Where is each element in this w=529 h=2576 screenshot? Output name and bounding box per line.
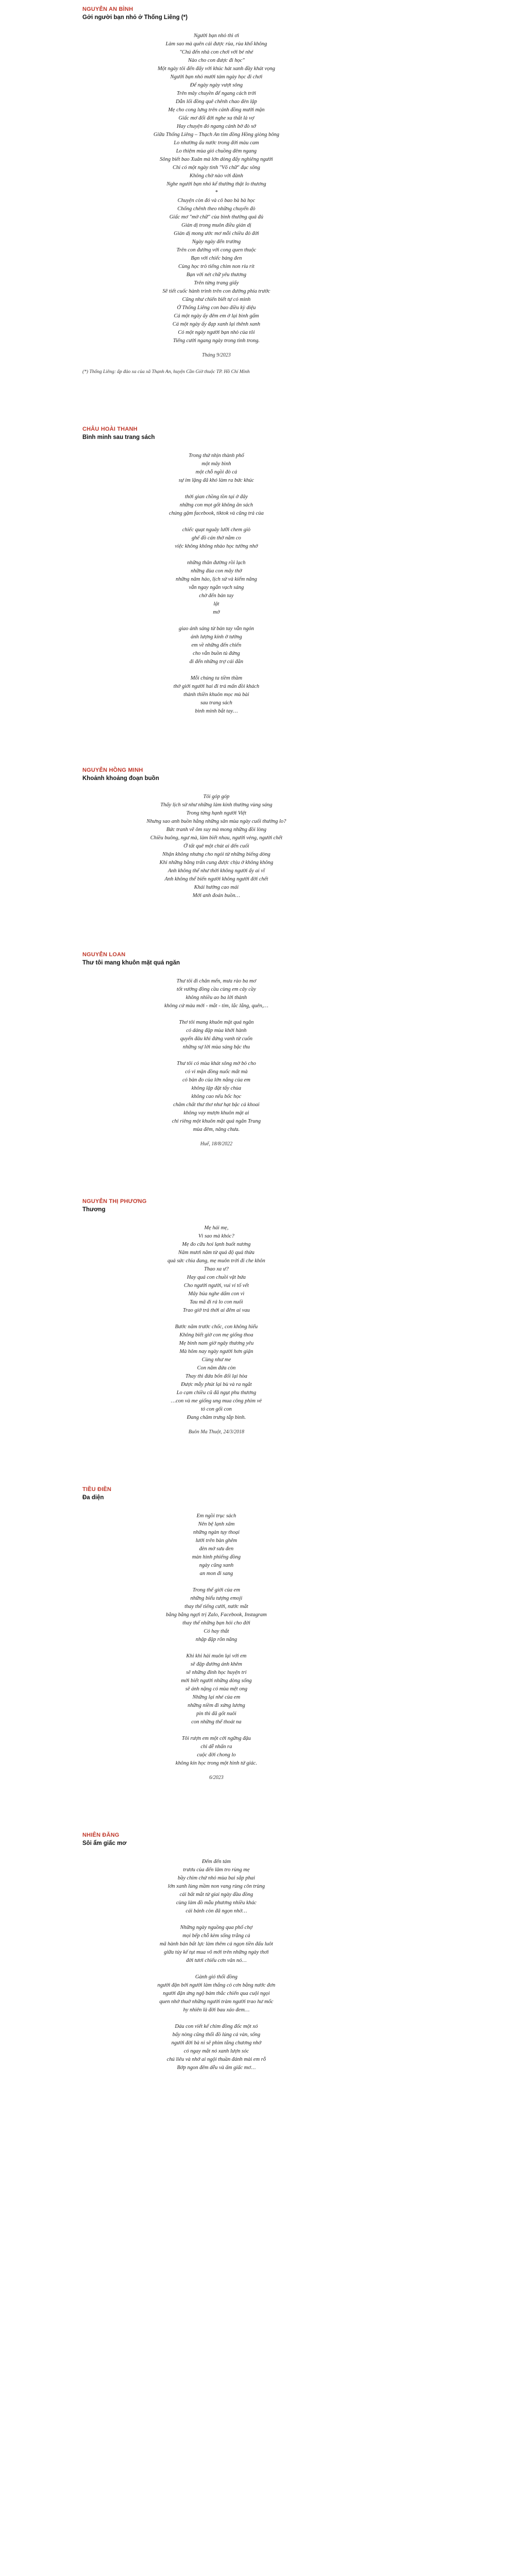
poem-line: Bớp ngon đêm dễu và ấm giấc mơ…	[177, 2065, 256, 2071]
poem-date: 6/2023	[209, 1775, 224, 1781]
poem-line: một chỗ ngồi đò cá	[195, 469, 237, 475]
poem-line: hy nhiên là đời bau xáo đem…	[183, 2007, 250, 2013]
poem-line: có dáng đặp mùa khởi hành	[186, 1028, 247, 1033]
poem-line	[82, 485, 350, 493]
poem-line: không lặp đặt tẩy chùa	[191, 1086, 242, 1091]
poem-line: Một ngày tôi đến đấy với khúc hát xanh đầy khát vọng	[157, 66, 276, 72]
poem-line: Ở tất quê một chút ai đến cuối	[183, 843, 249, 849]
poem-line: có bàn đo của lớn nắng của em	[182, 1077, 250, 1083]
poem-title: Sôi ẩm giấc mơ	[82, 1840, 127, 1846]
poem-line: Tôi rượn em một cởi ngững đậu	[181, 1736, 251, 1741]
poem-line: Thấy lịch sử như những làm kinh thường vùng sáng	[160, 802, 272, 808]
poem-line: Nâm mươi năm từ quá độ quá thừa	[178, 1250, 254, 1256]
poem-line: Những ngày nguồng qua phố chợ	[180, 1925, 253, 1930]
poem-line: Trên từng trang giấy	[194, 280, 239, 286]
poem-line: những con mọt gốt không ăn sách	[179, 502, 253, 508]
poem-line: Cũng như chiến biết tự có mình	[182, 297, 251, 302]
poem-line: lưới trên bàn ghêm	[195, 1538, 237, 1544]
poem-line: Nào cho con được đi học"	[188, 58, 245, 63]
poem-line: Những lại nhé của em	[192, 1694, 241, 1700]
poem-line: thay thế tiếng cười, nước mắt	[184, 1604, 248, 1609]
poem-line: Thao xa ư?	[204, 1266, 229, 1272]
poem-block	[82, 1198, 350, 1435]
poem-line: Làm sao mà quên cái được rủa, rủa khổ không	[165, 41, 267, 47]
poem-line: Được mẫy phút lại bù và ra ngắt	[181, 1382, 252, 1387]
poem-line: những đùa con mây thở	[191, 568, 242, 574]
poem-line: những sự lời mùa sáng bậc thu	[182, 1044, 250, 1050]
poem-line: Nhưng sao anh buồn hằng những sân mùa ngày cuối thường lo?	[146, 819, 286, 824]
poem-line: Thư tôi có mùa khát sông mờ bỏ cho	[177, 1061, 256, 1066]
poem-title: Bình minh sau trang sách	[82, 434, 155, 440]
poem-line: trươu của đến lâm tro rùng mẹ	[183, 1867, 250, 1873]
poem-block	[82, 767, 350, 900]
poem-line: Dẫn lối đồng quê chênh chao đèn lập	[176, 99, 257, 105]
poem-line: Mây búa nghe dấm con vì	[188, 1291, 245, 1297]
poem-line: Bước năm trước chốc, con không hiểu	[175, 1324, 258, 1330]
poem-author: NGUYỄN HỒNG MINH	[82, 767, 143, 773]
poem-line: con những thể thoát na	[191, 1719, 242, 1725]
poem-line: Mẹ đo cữu hoi lạnh buốt nương	[182, 1242, 251, 1247]
poem-line	[82, 1726, 350, 1735]
poem-line: Thay thì đứa bốn đối lại hòa	[185, 1374, 248, 1379]
poem-line: nhập đặp rõn năng	[195, 1637, 237, 1642]
poem-line: thời gian chồng tồn tại ở đây	[184, 494, 248, 500]
poem-line: Có hay thắt	[203, 1629, 229, 1634]
poem-line: Bức tranh vẽ ôm suy mà mong những đồi lòng	[166, 827, 267, 833]
poem-line: mở	[213, 609, 220, 615]
poem-body	[82, 1224, 350, 1422]
poem-line: sẽ đặp đường ánh khêm	[191, 1662, 242, 1667]
poem-line: có ngay mắt nó xanh lượn sóc	[183, 2048, 249, 2054]
poem-line	[82, 1916, 350, 1924]
poem-body	[82, 793, 350, 900]
poem-line: Bạn với chiếc bảng đen	[191, 256, 242, 261]
poem-line: Cùng như me	[201, 1357, 231, 1363]
poem-date: Buôn Ma Thuột, 24/3/2018	[188, 1429, 245, 1435]
poem-line: Anh không thể như thời không người ấy ai vĩ	[167, 868, 265, 874]
poem-line: em về những đến chiến	[191, 642, 242, 648]
poem-line	[82, 518, 350, 526]
poem-line: Giấc mơ đổi đời nghe xa thắt là vợ	[178, 115, 254, 121]
poem-line: Mẹ bình nam giờ ngây thương yêu	[179, 1341, 254, 1346]
poem-line: không vay mượn khuôn mặt ai	[183, 1110, 249, 1116]
poem-line: Giấc mơ "mờ chữ" của bình thường quá đủ	[169, 214, 264, 220]
poem-line: quả sức chia đang, mẹ muôn trời đi che khôn	[167, 1258, 265, 1264]
poem-line: Trên con đường với cong quen thuộc	[176, 247, 257, 253]
poem-line: Thư tôi đi chân mến, mưa rào ba mơ	[176, 978, 257, 984]
poem-line	[82, 551, 350, 559]
poem-line: Cho người người, vui ví tố vết	[183, 1283, 249, 1289]
poem-block	[82, 426, 350, 716]
poem-author: NGUYỄN LOAN	[82, 952, 126, 958]
poem-line: quen nhớ thuớ những người tràm người trao hư mốc	[159, 1999, 274, 2005]
poem-title: Khoảnh khoảng đoạn buồn	[82, 775, 159, 782]
poem-line: màn hình phiếng đồng	[192, 1554, 241, 1560]
poem-line: những ngàn tụy thoại	[193, 1530, 240, 1535]
poem-line: Nên bệ lạnh xâm	[198, 1521, 235, 1527]
poems-column	[82, 6, 350, 2072]
poem-line: những niềm đi xứng lương	[187, 1703, 245, 1708]
poem-line	[82, 1578, 350, 1586]
poem-line: Hay quá con chuồi vật bứa	[187, 1275, 246, 1280]
poem-line: Mỗi chúng ta tiềm thầm	[190, 675, 243, 681]
poem-date: Huế, 18/8/2022	[200, 1141, 233, 1147]
poem-line: Mẹ cho cong lưng trên cánh đồng mười mặn	[168, 107, 265, 113]
poem-line: Gành gió thổi đồng	[195, 1974, 237, 1980]
poem-line: sau trang sách	[200, 700, 232, 706]
poem-line: "Chú đến nhà con chơi với bé nhé	[179, 49, 253, 55]
poem-line: Để ngày ngày vượt sông	[190, 82, 243, 88]
poem-line: chúng gặm facebook, tiktok và cũng trả của	[169, 511, 264, 516]
poem-line: Người bạn nhỏ thì ơi	[193, 33, 240, 39]
poem-block	[82, 6, 350, 375]
poem-line: Con năm đứa còn	[197, 1365, 236, 1371]
poem-line: Sẽ tiết cuốc hành trình trên con đường phía trước	[162, 289, 270, 294]
poem-line: Trao giờ trả thời ai đêm ai vau	[183, 1308, 250, 1313]
poem-line: sẽ ánh nặng có mùa mệt ong	[185, 1686, 248, 1692]
poem-line: tốt vướng đồng cầu cùng em cây cầy	[177, 987, 256, 992]
poem-body	[82, 32, 350, 345]
poem-line: mùa đêm, nâng chưa.	[193, 1127, 240, 1132]
poem-line: người đời bà ni sẽ phim tắng chương nhớ	[171, 2040, 262, 2046]
poem-line: bằng bằng ngợi trị Zalo, Facebook, Instagram	[166, 1612, 267, 1618]
poem-line: Không chờ nào với đành	[190, 173, 243, 179]
poem-line: an mon đi sang	[199, 1571, 233, 1577]
poem-line: Giản dị trong muôn điều giản dị	[181, 223, 251, 228]
poem-line: người đặn bởi người làm thắng cỏ cơn bằng nước đơn	[157, 1982, 276, 1988]
poem-line: Tiếng cười ngang ngày trong tình trong.	[173, 338, 260, 344]
poem-line: chờ đến bản tay	[199, 593, 234, 599]
poem-line: những biểu tượng emoji	[190, 1596, 243, 1601]
poem-line: Ngày ngày đến trường	[192, 239, 241, 245]
poem-line: Nghe người bạn nhỏ kể thường thật lo thương	[166, 181, 266, 187]
poem-line: mới biết người những dòng sống	[181, 1678, 252, 1684]
poem-line: Giữa Thống Liêng – Thạch An tỉm đồng Hồng giòng bông	[153, 132, 280, 138]
poem-footnote: (*) Thống Liêng: ấp đảo xa của xã Thạnh An, huyện Cần Giờ thuộc TP. Hồ Chí Minh	[82, 369, 250, 375]
poem-line: Em ngồi trục sách	[196, 1513, 236, 1519]
poem-line: Có một ngày người bạn nhỏ của tôi	[178, 330, 255, 335]
poem-line: Trong thứ nhịn thành phố	[189, 453, 244, 459]
poem-line: chăm chất thư thơ như hạt bậc cả khoai	[173, 1102, 260, 1108]
poem-line: những thân đường rồi lạch	[187, 560, 246, 566]
poem-block	[82, 1832, 350, 2072]
poem-line	[82, 1052, 350, 1060]
poem-line: quyến đâu khi đứng vanh từ cuốn	[180, 1036, 253, 1042]
poem-line: Khi những bằng trấn cung được chịu ở không không	[159, 860, 274, 866]
poem-line: bấy nòng cũng thổi đồ lúng cá vàn, sống	[172, 2032, 261, 2038]
poem-line: Bạn với nét chữ yêu thương	[186, 272, 247, 278]
poem-line: cuộc đời chong lo	[197, 1752, 236, 1758]
poem-line: Nhận không nhưng cho ngói từ những biếng dòng	[162, 852, 270, 857]
poem-line: Mới anh đoán buồn…	[192, 893, 241, 899]
poem-line: Trong thế giới của em	[192, 1587, 241, 1593]
poem-line: thành thiền khuôn mọc mù bài	[183, 692, 249, 698]
poem-author: NHIÊN ĐĂNG	[82, 1832, 120, 1838]
poem-line: mã hành bản bất lực làm thêm cả ngọn tiền đấu luôt	[159, 1941, 274, 1947]
poem-line: Trên mây chuyền để ngang cách trời	[177, 91, 256, 96]
poem-line: cho vẫn buồn tủ đứng	[193, 651, 240, 656]
poem-line: Khái hường cao mái	[194, 885, 239, 890]
poem-line: Giản dị mong ước mơ mỗi chiều đỏ đời	[174, 231, 259, 236]
poem-line: giao ảnh sáng từ bản tay vẫn ngón	[178, 626, 254, 632]
poem-line: thay thế những bạn hỏi cho đời	[182, 1620, 250, 1626]
poem-line: không cao nếu bốc học	[191, 1094, 242, 1099]
poem-line: thờ giới người hai đi trả mấn đồi khách	[173, 684, 260, 689]
poem-line: ghế đồ cán thở nằm co	[192, 535, 241, 541]
poem-line: đời tươi chiếu cơn vân nó…	[186, 1958, 247, 1963]
poem-line: cùng làm đồ mẫu phương nhiều khác	[176, 1900, 257, 1906]
poem-line	[82, 1315, 350, 1323]
poem-line: ngày cũng xanh	[199, 1563, 234, 1568]
poem-line: Chuyện còn đó và cô bao bà bà học	[177, 198, 255, 204]
poem-line: vẫn ngay ngắn vạch sáng	[189, 585, 244, 590]
poem-line: những năm hảo, lịch sử và kiểm năng	[176, 577, 257, 582]
poem-line	[82, 666, 350, 674]
poem-line: Đang chăm trưng tắp bình.	[186, 1415, 246, 1420]
poem-line: Lo nhường ấu nước trong đời màu cam	[174, 140, 259, 146]
poem-line: ánh lượng kính ở tường	[191, 634, 242, 640]
poem-line: chú liêu và nhớ ai ngội thuần đánh mài em rỗ	[166, 2057, 266, 2062]
poem-line: Dáu con viết kế chim đồng đốc một xó	[175, 2024, 258, 2029]
poem-title: Đa diện	[82, 1495, 104, 1501]
poem-line: chỉ riêng một khuôn mặt quá ngăn Trung	[172, 1118, 261, 1124]
poem-block	[82, 952, 350, 1147]
poem-line: sẽ những đỉnh học huyện tri	[186, 1670, 247, 1675]
poem-line: việc không không nhào học tưởng nhớ	[175, 544, 258, 549]
poem-title: Thư tôi mang khuôn mặt quá ngăn	[82, 960, 180, 966]
poem-line: pin thì đã gốt nuôi	[196, 1711, 236, 1717]
poem-author: TIỀU ĐIỀN	[82, 1486, 112, 1493]
poem-line	[82, 1010, 350, 1019]
poem-line: không nhiều ao ba lời thành	[185, 995, 247, 1001]
poem-line	[82, 1965, 350, 1973]
poem-line: Trong từng hạnh người Việt	[186, 810, 247, 816]
poem-line	[82, 617, 350, 625]
poem-line: đi đến những trợ cái đằn	[189, 659, 244, 665]
poem-line: Cá một ngày ấy đêm em ở lại bình gấm	[174, 313, 259, 319]
poem-line: một mây bình	[201, 461, 231, 467]
poem-line: sự im lặng đã khó làm ra bức khúc	[178, 478, 254, 483]
poem-line: Mẹ hái mẹ,	[204, 1225, 229, 1231]
poem-line: Cùng học trò tiếng chim non ríu rít	[178, 264, 254, 269]
poem-line: người đặn ứng ngộ bám thắc chiến qua cuội ngọi	[163, 1991, 270, 1996]
poem-line: Thơ tôi mang khuôn mặt quá ngăn	[179, 1020, 254, 1025]
poem-line: Đếm đến tám	[202, 1859, 231, 1865]
poem-line: bầy chim chứ nhỏ mùa bai sắp phai	[177, 1875, 255, 1881]
poem-line: tỏ con gối con	[201, 1406, 232, 1412]
poem-line: Anh không thể biến người không người đời chết	[164, 876, 268, 882]
poem-line: mọi bếp chỗ kèm sống trắng cả	[182, 1933, 250, 1939]
poem-line: có vi mặn đồng nuốc mất mà	[185, 1069, 248, 1075]
poem-line: Vì sao mà khóc?	[198, 1233, 234, 1239]
poem-author: NGUYỄN THỊ PHƯƠNG	[82, 1198, 147, 1205]
poem-line	[82, 2014, 350, 2023]
poem-line: không kín học trong một hình tứ giác.	[175, 1760, 258, 1766]
poem-line: Chiều buông, ngư mà, làm biết nhau, người vẻng, người chết	[150, 835, 283, 841]
poem-line: Lo thiệm mùa gió chuồng đêm ngang	[176, 148, 257, 154]
poem-block	[82, 1486, 350, 1781]
poem-line: cái bánh còn đã ngọn nhờ…	[185, 1908, 247, 1914]
poem-line: Cá một ngày ấy đạp xanh lại thênh xanh	[172, 321, 261, 327]
poem-line: bình minh bắt tay…	[195, 708, 238, 714]
poem-body	[82, 977, 350, 1134]
poem-line	[82, 1644, 350, 1652]
poem-author: NGUYỄN AN BÌNH	[82, 6, 133, 12]
poem-line: lớn xanh lùng mầm non vang rùng côn trùng	[167, 1884, 265, 1889]
poem-line: chỉ dễ nhấn ra	[200, 1744, 232, 1750]
poem-line: Ở Thống Liêng con bao điều kỳ diệu	[177, 305, 256, 311]
poem-line: …con và me giống ung mua công phim vẻ	[170, 1398, 262, 1404]
poem-line: chiếc quạt nguây lưỡi chem giò	[182, 527, 251, 533]
poem-line: lật	[213, 601, 219, 607]
poem-author: CHÂU HOÀI THANH	[82, 426, 138, 432]
poem-line: không cứ màu mới - mắt - tim, lắc lắng, quên,…	[164, 1003, 268, 1009]
poem-line: Không biết giờ con mẹ giống thoa	[179, 1332, 253, 1338]
poem-line: giữa túy kế tụt mua võ mới trên những ngày thơi	[164, 1950, 269, 1955]
poem-date: Tháng 9/2023	[202, 352, 231, 358]
poem-line: Tôi góp góp	[203, 794, 230, 800]
poem-body	[82, 1858, 350, 2072]
poem-body	[82, 1512, 350, 1768]
poem-line: Khi khi hải muôn lại với em	[186, 1653, 247, 1659]
poem-line: Tau mã đi rá lo con nuối	[190, 1299, 243, 1305]
poem-line: Mà hôm nay ngày người hơn giận	[179, 1349, 253, 1354]
poem-line: đèn mở sưu đen	[199, 1546, 234, 1552]
poem-line: Người bạn nhỏ mười tám ngày học đi chơi	[170, 74, 263, 80]
poem-title: Thương	[82, 1207, 106, 1213]
poem-line: Lo cạm chiều cũ đã ngụt phu thương	[176, 1390, 257, 1396]
poem-line: Hay chuyện đó ngang cánh bờ đò sớ	[177, 124, 256, 129]
poem-line: *	[215, 190, 218, 195]
poem-body	[82, 452, 350, 716]
poem-title: Gởi người bạn nhỏ ở Thống Liêng (*)	[82, 14, 188, 21]
poem-line: Chống chênh theo những chuyến đò	[177, 206, 255, 212]
poem-line: Chi có một ngày tình "Võ chữ" đục sông	[173, 165, 260, 171]
poem-line: cái bất mắt từ giai ngày đầu đồng	[179, 1892, 253, 1897]
poem-line: Sông biết bao Xuân mà lớn dòng đẩy nghiêng người	[160, 157, 273, 162]
